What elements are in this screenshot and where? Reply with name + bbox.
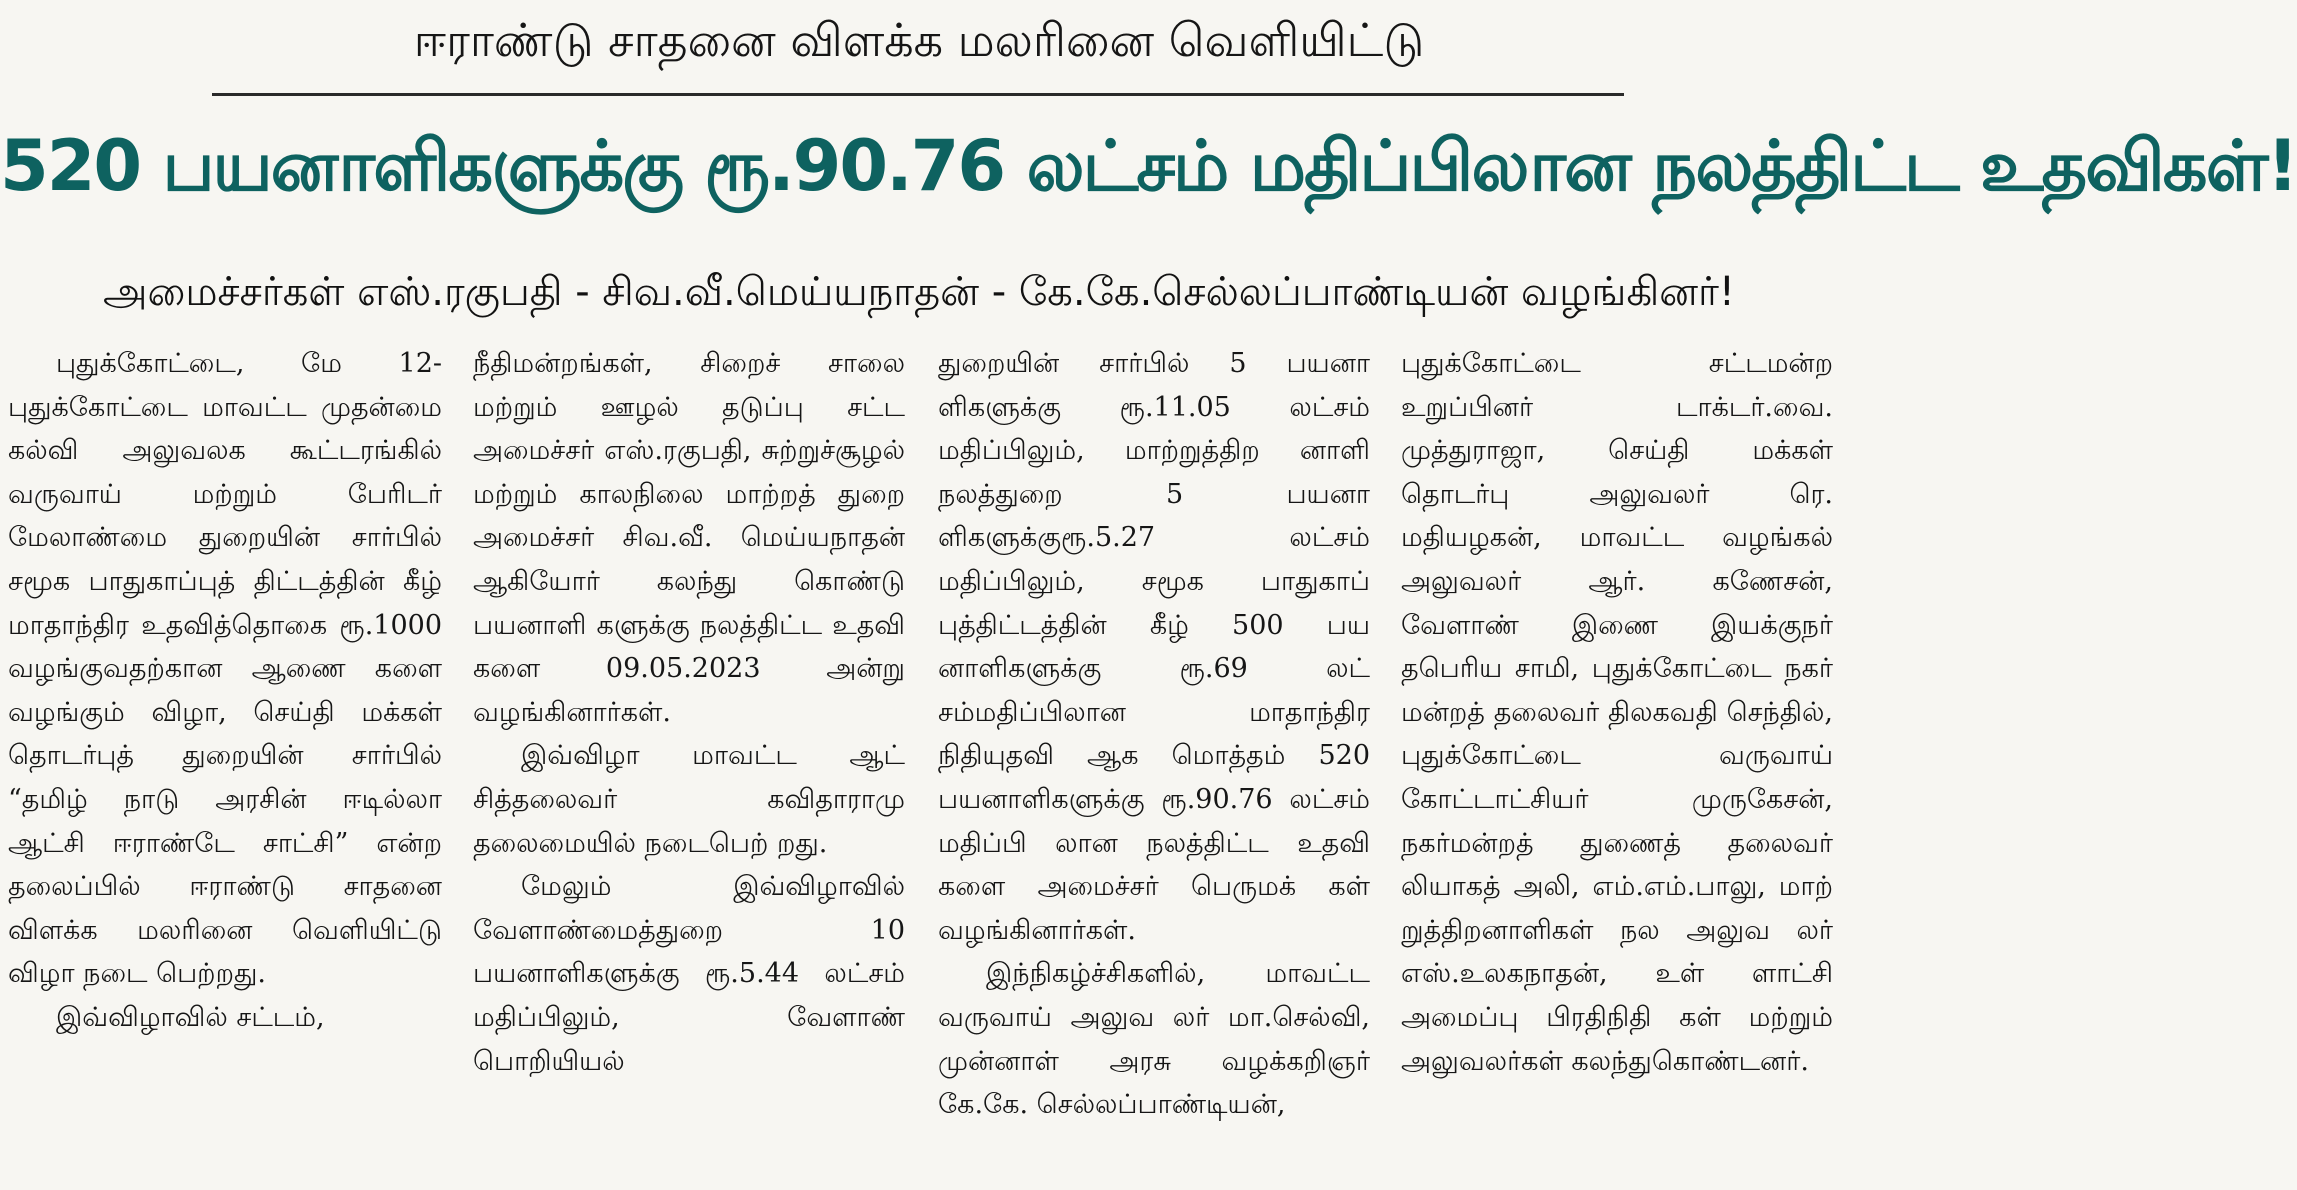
article-column-1 (8, 342, 442, 1182)
article-column-2 (473, 342, 905, 1182)
paragraph: புதுக்கோட்டை சட்டமன்ற உறுப்பினர் டாக்டர்.வை. முத்துராஜா, செய்தி மக்கள் தொடர்பு அலுவலர் ரெ. மதியழகன், மாவட்ட வழங்கல் அலுவலர் ஆர். கணேசன், வேளாண் இணை இயக்குநர் தபெரிய சாமி, புதுக்கோட்டை நகர் மன்றத் தலைவர் திலகவதி செந்தில், புதுக்கோட்டை வருவாய் கோட்டாட்சியர் முருகேசன், நகர்மன்றத் துணைத் தலைவர் லியாகத் அலி, எம்.எம்.பாலு, மாற் றுத்திறனாளிகள் நல அலுவ லர் எஸ்.உலகநாதன், உள் ளாட்சி அமைப்பு பிரதிநிதி கள் மற்றும் அலுவலர்கள் கலந்துகொண்டனர். (1401, 348, 1833, 1077)
paragraph: துறையின் சார்பில் 5 பயனா ளிகளுக்கு ரூ.11.05 லட்சம் மதிப்பிலும், மாற்றுத்திற னாளி நலத்துறை 5 பயனா ளிகளுக்குரூ.5.27 லட்சம் மதிப்பிலும், சமூக பாதுகாப் புத்திட்டத்தின் கீழ் 500 பய னாளிகளுக்கு ரூ.69 லட் சம்மதிப்பிலான மாதாந்திர நிதியுதவி ஆக மொத்தம் 520 பயனாளிகளுக்கு ரூ.90.76 லட்சம் மதிப்பி லான நலத்திட்ட உதவி களை அமைச்சர் பெருமக் கள் வழங்கினார்கள். (938, 348, 1370, 946)
paragraph: புதுக்கோட்டை, மே 12- புதுக்கோட்டை மாவட்ட முதன்மை கல்வி அலுவலக கூட்டரங்கில் வருவாய் மற்றும் பேரிடர் மேலாண்மை துறையின் சார்பில் சமூக பாதுகாப்புத் திட்டத்தின் கீழ் மாதாந்திர உதவித்தொகை ரூ.1000 வழங்குவதற்கான ஆணை களை வழங்கும் விழா, செய்தி மக்கள் தொடர்புத் துறையின் சார்பில் “தமிழ் நாடு அரசின் ஈடில்லா ஆட்சி ஈராண்டே சாட்சி” என்ற தலைப்பில் ஈராண்டு சாதனை விளக்க மலரினை வெளியிட்டு விழா நடை பெற்றது. (8, 348, 442, 990)
headline: 520 பயனாளிகளுக்கு ரூ.90.76 லட்சம் மதிப்பிலான நலத்திட்ட உதவிகள்! (0, 125, 2297, 207)
article-column-3 (938, 342, 1370, 1182)
paragraph: மேலும் இவ்விழாவில் வேளாண்மைத்துறை 10 பயனாளிகளுக்கு ரூ.5.44 லட்சம் மதிப்பிலும், வேளாண் பொறியியல் (473, 871, 905, 1077)
article-column-4 (1401, 342, 1833, 1182)
paragraph: இவ்விழாவில் சட்டம், (56, 1001, 325, 1033)
kicker-line: ஈராண்டு சாதனை விளக்க மலரினை வெளியிட்டு (413, 13, 1425, 67)
divider-rule (212, 93, 1624, 96)
paragraph: இவ்விழா மாவட்ட ஆட் சித்தலைவர் கவிதாராமு தலைமையில் நடைபெற் றது. (473, 740, 905, 859)
paragraph: நீதிமன்றங்கள், சிறைச் சாலை மற்றும் ஊழல் தடுப்பு சட்ட அமைச்சர் எஸ்.ரகுபதி, சுற்றுச்சூழல் மற்றும் காலநிலை மாற்றத் துறை அமைச்சர் சிவ.வீ. மெய்யநாதன் ஆகியோர் கலந்து கொண்டு பயனாளி களுக்கு நலத்திட்ட உதவி களை 09.05.2023 அன்று வழங்கினார்கள். (473, 348, 905, 728)
paragraph: இந்நிகழ்ச்சிகளில், மாவட்ட வருவாய் அலுவ லர் மா.செல்வி, முன்னாள் அரசு வழக்கறிஞர் கே.கே. செல்லப்பாண்டியன், (938, 958, 1370, 1121)
subheadline: அமைச்சர்கள் எஸ்.ரகுபதி - சிவ.வீ.மெய்யநாதன் - கே.கே.செல்லப்பாண்டியன் வழங்கினர்! (103, 269, 1735, 315)
